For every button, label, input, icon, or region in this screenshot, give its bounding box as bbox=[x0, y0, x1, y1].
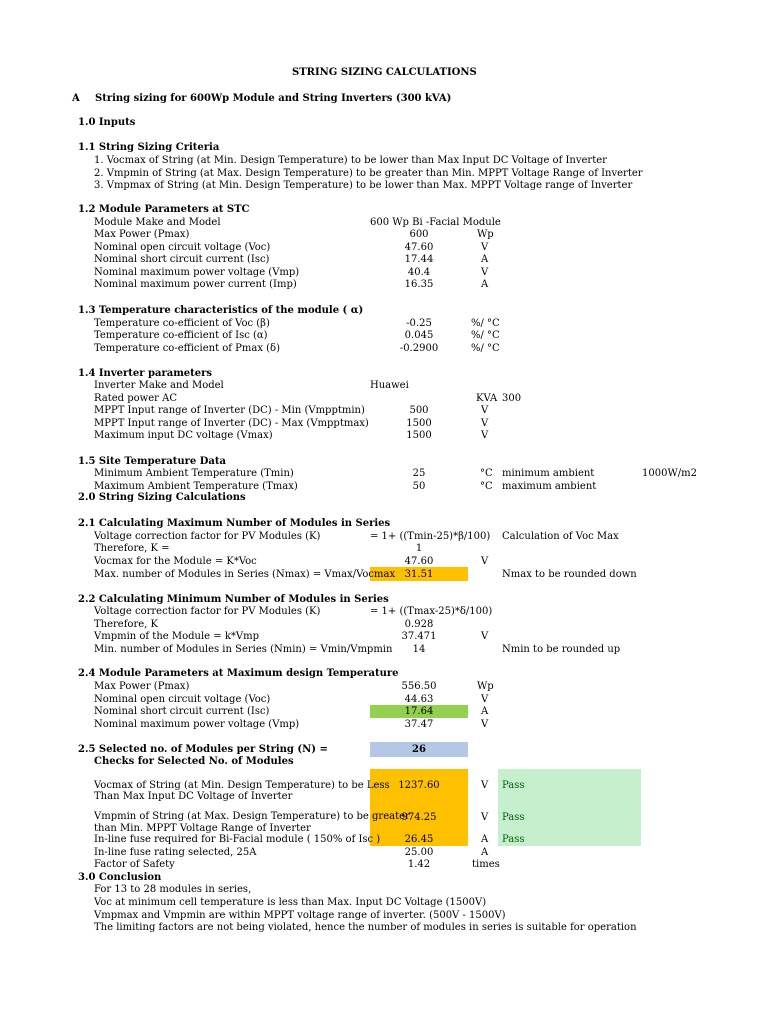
param-value: 17.44 bbox=[404, 254, 434, 265]
param-value: 47.60 bbox=[404, 242, 434, 253]
param-value: 500 bbox=[409, 405, 429, 416]
param-value: 44.63 bbox=[404, 694, 434, 705]
check-value: 974.25 bbox=[401, 812, 437, 823]
criteria-item: 2. Vmpmin of String (at Max. Design Temperature) to be greater than Min. MPPT Voltage Range of Inverter bbox=[94, 168, 643, 179]
calc-label: Voltage correction factor for PV Modules (K) bbox=[94, 606, 321, 617]
max-temp-params-heading: 2.4 Module Parameters at Maximum design Temperature bbox=[78, 668, 399, 679]
calc-note: Nmax to be rounded down bbox=[502, 569, 637, 580]
fuse-label: In-line fuse rating selected, 25A bbox=[94, 847, 257, 858]
page-title: STRING SIZING CALCULATIONS bbox=[292, 67, 477, 78]
param-label: Nominal maximum power current (Imp) bbox=[94, 279, 297, 290]
param-unit: V bbox=[481, 242, 489, 253]
param-value: 0.045 bbox=[404, 330, 434, 341]
calc-heading: 2.0 String Sizing Calculations bbox=[78, 492, 246, 503]
nmin-value: 14 bbox=[412, 644, 426, 655]
isc-max-temp-value: 17.64 bbox=[404, 706, 434, 717]
selected-modules-heading: 2.5 Selected no. of Modules per String (N) = bbox=[78, 744, 328, 755]
param-unit: V bbox=[481, 430, 489, 441]
check-label: In-line fuse required for Bi-Facial module ( 150% of Isc ) bbox=[94, 834, 381, 845]
check-result: Pass bbox=[502, 812, 525, 823]
safety-label: Factor of Safety bbox=[94, 859, 175, 870]
param-label: MPPT Input range of Inverter (DC) - Min (Vmpptmin) bbox=[94, 405, 365, 416]
param-unit: °C bbox=[480, 468, 493, 479]
param-unit: V bbox=[481, 405, 489, 416]
check-result: Pass bbox=[502, 780, 525, 791]
param-label: Nominal short circuit current (Isc) bbox=[94, 706, 270, 717]
max-modules-heading: 2.1 Calculating Maximum Number of Modules in Series bbox=[78, 518, 391, 529]
min-modules-heading: 2.2 Calculating Minimum Number of Modules in Series bbox=[78, 594, 389, 605]
param-extra: 1000W/m2 bbox=[642, 468, 697, 479]
conclusion-heading: 3.0 Conclusion bbox=[78, 872, 162, 883]
param-label: Maximum input DC voltage (Vmax) bbox=[94, 430, 273, 441]
criteria-item: 1. Vocmax of String (at Min. Design Temperature) to be lower than Max Input DC Voltage of Inverter bbox=[94, 155, 607, 166]
param-unit: V bbox=[481, 418, 489, 429]
param-note: minimum ambient bbox=[502, 468, 595, 479]
module-params-heading: 1.2 Module Parameters at STC bbox=[78, 204, 250, 215]
rated-power-label: Rated power AC bbox=[94, 393, 177, 404]
param-value: 50 bbox=[412, 481, 426, 492]
criteria-item: 3. Vmpmax of String (at Min. Design Temperature) to be lower than Max. MPPT Voltage range of Inverter bbox=[94, 180, 633, 191]
calc-value: 1 bbox=[415, 543, 423, 554]
check-label: Vocmax of String (at Min. Design Temperature) to be Less bbox=[94, 780, 390, 791]
param-unit: V bbox=[481, 719, 489, 730]
site-temp-heading: 1.5 Site Temperature Data bbox=[78, 456, 226, 467]
param-unit: Wp bbox=[477, 681, 494, 692]
conclusion-line: The limiting factors are not being violated, hence the number of modules in series is suitable for operation bbox=[94, 922, 637, 933]
param-label: Minimum Ambient Temperature (Tmin) bbox=[94, 468, 294, 479]
conclusion-line: Vmpmax and Vmpmin are within MPPT voltage range of inverter. (500V - 1500V) bbox=[94, 910, 506, 921]
calc-value: 47.60 bbox=[404, 556, 434, 567]
calc-label: Vocmax for the Module = K*Voc bbox=[94, 556, 257, 567]
param-label: Nominal short circuit current (Isc) bbox=[94, 254, 270, 265]
param-value: 600 bbox=[409, 229, 429, 240]
calc-value: 0.928 bbox=[404, 619, 434, 630]
param-value: 556.50 bbox=[401, 681, 437, 692]
calc-label: Therefore, K bbox=[94, 619, 158, 630]
param-unit: V bbox=[481, 694, 489, 705]
param-value: 16.35 bbox=[404, 279, 434, 290]
calc-label: Therefore, K = bbox=[94, 543, 170, 554]
calc-note: Nmin to be rounded up bbox=[502, 644, 621, 655]
inverter-heading: 1.4 Inverter parameters bbox=[78, 368, 213, 379]
param-value: -0.2900 bbox=[399, 343, 439, 354]
param-unit: %/ °C bbox=[471, 330, 500, 341]
calc-label: Voltage correction factor for PV Modules (K) bbox=[94, 531, 321, 542]
check-value: 1237.60 bbox=[398, 780, 440, 791]
calc-label: Vmpmin of the Module = k*Vmp bbox=[94, 631, 259, 642]
param-unit: A bbox=[481, 706, 489, 717]
param-label: Nominal maximum power voltage (Vmp) bbox=[94, 267, 300, 278]
fuse-unit: A bbox=[481, 847, 489, 858]
param-label: Max Power (Pmax) bbox=[94, 229, 190, 240]
param-label: Temperature co-efficient of Voc (β) bbox=[94, 318, 270, 329]
calc-formula: = 1+ ((Tmax-25)*δ/100) bbox=[370, 606, 493, 617]
safety-value: 1.42 bbox=[407, 859, 431, 870]
check-unit: V bbox=[481, 812, 489, 823]
calc-label: Max. number of Modules in Series (Nmax) = Vmax/Vocmax bbox=[94, 569, 396, 580]
calc-unit: V bbox=[481, 556, 489, 567]
rated-power-value: 300 bbox=[502, 393, 522, 404]
temp-char-heading: 1.3 Temperature characteristics of the module ( α) bbox=[78, 305, 364, 316]
param-value: 1500 bbox=[406, 430, 432, 441]
inverter-make-label: Inverter Make and Model bbox=[94, 380, 224, 391]
param-label: Nominal open circuit voltage (Voc) bbox=[94, 242, 271, 253]
param-label: Temperature co-efficient of Pmax (δ) bbox=[94, 343, 280, 354]
selected-modules-value: 26 bbox=[412, 744, 426, 755]
check-unit: A bbox=[481, 834, 489, 845]
calc-formula: = 1+ ((Tmin-25)*β/100) bbox=[370, 531, 491, 542]
calc-label: Min. number of Modules in Series (Nmin) = Vmin/Vmpmin bbox=[94, 644, 393, 655]
rated-power-unit: KVA bbox=[476, 393, 498, 404]
param-value: -0.25 bbox=[406, 318, 432, 329]
param-unit: A bbox=[481, 279, 489, 290]
fuse-value: 25.00 bbox=[404, 847, 434, 858]
param-value: 1500 bbox=[406, 418, 432, 429]
calc-unit: V bbox=[481, 631, 489, 642]
param-unit: °C bbox=[480, 481, 493, 492]
param-unit: A bbox=[481, 254, 489, 265]
check-label: than Min. MPPT Voltage Range of Inverter bbox=[94, 823, 311, 834]
param-unit: %/ °C bbox=[471, 318, 500, 329]
check-label: Vmpmin of String (at Max. Design Temperature) to be greater bbox=[94, 811, 410, 822]
section-letter: A bbox=[72, 93, 80, 104]
param-value: 40.4 bbox=[407, 267, 431, 278]
inputs-heading: 1.0 Inputs bbox=[78, 117, 136, 128]
param-unit: %/ °C bbox=[471, 343, 500, 354]
check-label: Than Max Input DC Voltage of Inverter bbox=[94, 791, 293, 802]
param-label: Temperature co-efficient of Isc (α) bbox=[94, 330, 268, 341]
param-label: Module Make and Model bbox=[94, 217, 221, 228]
param-unit: Wp bbox=[477, 229, 494, 240]
param-unit: V bbox=[481, 267, 489, 278]
inverter-make-value: Huawei bbox=[370, 380, 409, 391]
nmax-value: 31.51 bbox=[404, 569, 434, 580]
check-value: 26.45 bbox=[404, 834, 434, 845]
calc-value: 37.471 bbox=[401, 631, 437, 642]
section-title: String sizing for 600Wp Module and String Inverters (300 kVA) bbox=[95, 93, 452, 104]
checks-heading: Checks for Selected No. of Modules bbox=[94, 756, 294, 767]
param-label: Max Power (Pmax) bbox=[94, 681, 190, 692]
check-result: Pass bbox=[502, 834, 525, 845]
param-value: 600 Wp Bi -Facial Module bbox=[370, 217, 501, 228]
param-label: Nominal open circuit voltage (Voc) bbox=[94, 694, 271, 705]
criteria-heading: 1.1 String Sizing Criteria bbox=[78, 142, 220, 153]
param-label: Maximum Ambient Temperature (Tmax) bbox=[94, 481, 298, 492]
conclusion-line: Voc at minimum cell temperature is less than Max. Input DC Voltage (1500V) bbox=[94, 897, 487, 908]
param-note: maximum ambient bbox=[502, 481, 597, 492]
param-label: Nominal maximum power voltage (Vmp) bbox=[94, 719, 300, 730]
conclusion-line: For 13 to 28 modules in series, bbox=[94, 884, 252, 895]
safety-unit: times bbox=[472, 859, 500, 870]
param-value: 25 bbox=[412, 468, 426, 479]
check-unit: V bbox=[481, 780, 489, 791]
param-value: 37.47 bbox=[404, 719, 434, 730]
calc-note: Calculation of Voc Max bbox=[502, 531, 619, 542]
param-label: MPPT Input range of Inverter (DC) - Max (Vmpptmax) bbox=[94, 418, 369, 429]
